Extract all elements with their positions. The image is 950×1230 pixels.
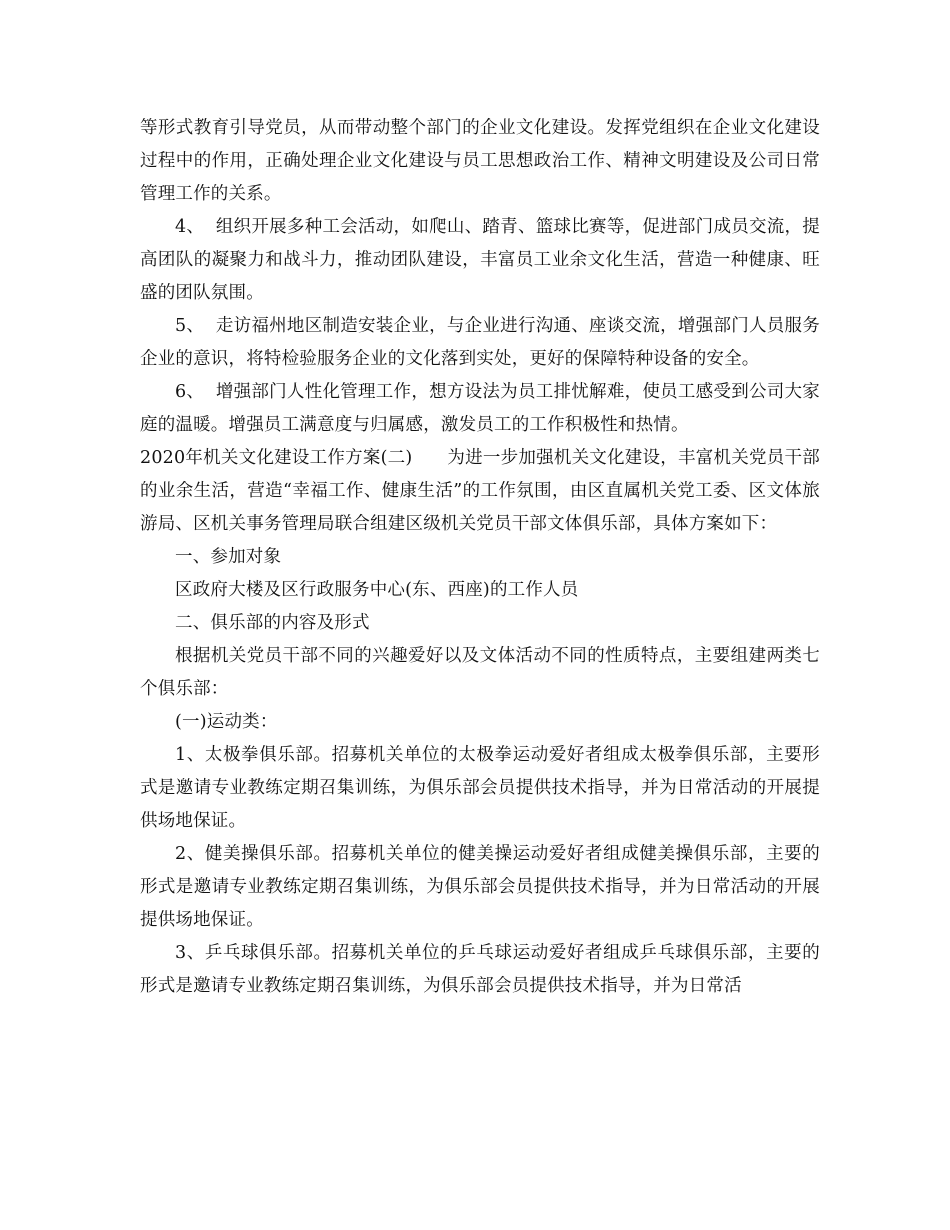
paragraph-table-tennis-club: 3、乒乓球俱乐部。招募机关单位的乒乓球运动爱好者组成乒乓球俱乐部，主要的形式是邀请专业教练定期召集训练，为俱乐部会员提供技术指导，并为日常活 — [140, 943, 820, 996]
paragraph-aerobics-club: 2、健美操俱乐部。招募机关单位的健美操运动爱好者组成健美操俱乐部，主要的形式是邀请专业教练定期召集训练，为俱乐部会员提供技术指导，并为日常活动的开展提供场地保证。 — [140, 844, 820, 930]
paragraph-party-culture: 等形式教育引导党员，从而带动整个部门的企业文化建设。发挥党组织在企业文化建设过程中的作用，正确处理企业文化建设与员工思想政治工作、精神文明建设及公司日常管理工作的关系。 — [140, 118, 820, 204]
paragraph-item-5: 5、 走访福州地区制造安装企业，与企业进行沟通、座谈交流，增强部门人员服务企业的意识，将特检验服务企业的文化落到实处，更好的保障特种设备的安全。 — [140, 316, 820, 369]
paragraph-plan-two-intro: 2020年机关文化建设工作方案(二) 为进一步加强机关文化建设，丰富机关党员干部的业余生活，营造“幸福工作、健康生活”的工作氛围，由区直属机关党工委、区文体旅游局、区机关事务管理局联合组建区级机关党员干部文体俱乐部，具体方案如下： — [140, 448, 820, 534]
paragraph-item-4: 4、 组织开展多种工会活动，如爬山、踏青、篮球比赛等，促进部门成员交流，提高团队的凝聚力和战斗力，推动团队建设，丰富员工业余文化生活，营造一种健康、旺盛的团队氛围。 — [140, 217, 820, 303]
document-body — [140, 112, 820, 1003]
heading-participants: 一、参加对象 — [175, 547, 282, 567]
paragraph-taichi-club: 1、太极拳俱乐部。招募机关单位的太极拳运动爱好者组成太极拳俱乐部，主要形式是邀请专业教练定期召集训练，为俱乐部会员提供技术指导，并为日常活动的开展提供场地保证。 — [140, 745, 820, 831]
paragraph-item-6: 6、 增强部门人性化管理工作，想方设法为员工排忧解难，使员工感受到公司大家庭的温暖。增强员工满意度与归属感，激发员工的工作积极性和热情。 — [140, 382, 820, 435]
paragraph-club-overview: 根据机关党员干部不同的兴趣爱好以及文体活动不同的性质特点，主要组建两类七个俱乐部： — [140, 646, 820, 699]
heading-club-content: 二、俱乐部的内容及形式 — [175, 613, 370, 633]
paragraph-participants: 区政府大楼及区行政服务中心(东、西座)的工作人员 — [175, 580, 579, 600]
heading-sports-category: (一)运动类： — [175, 712, 278, 732]
